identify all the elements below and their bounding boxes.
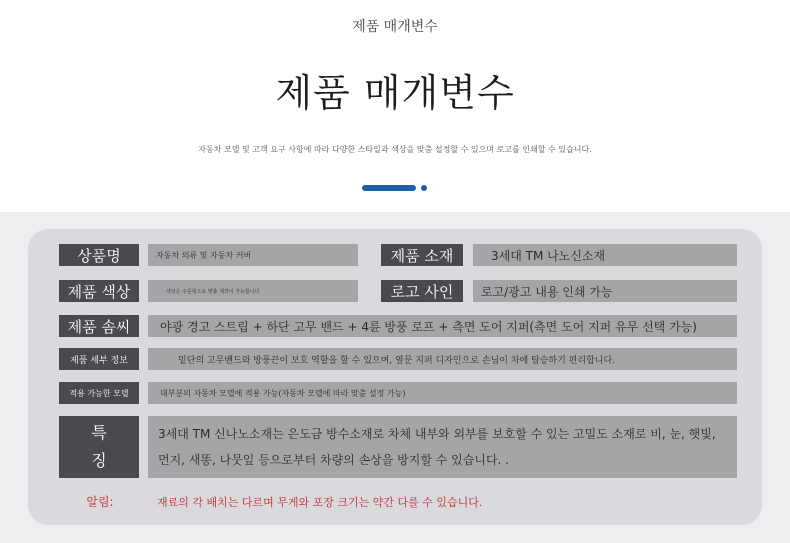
specs-panel xyxy=(28,229,762,525)
breadcrumb: 제품 매개변수 xyxy=(352,19,438,35)
notice-text: 재료의 각 배치는 다르며 무게와 포장 크기는 약간 다를 수 있습니다. xyxy=(157,496,483,509)
header-section xyxy=(0,0,790,212)
details-label: 제품 세부 정보 xyxy=(59,348,139,370)
details-value: 밑단의 고무밴드와 방풍끈이 보호 역할을 할 수 있으며, 옆문 지퍼 디자인으로 손님이 차에 탑승하기 편리합니다. xyxy=(148,348,737,370)
logo-label: 로고 사인 xyxy=(381,280,463,302)
accessories-label: 제품 솜씨 xyxy=(59,315,139,337)
fit-label: 적용 가능한 모델 xyxy=(59,382,139,404)
title-divider-dot xyxy=(421,185,427,191)
fit-value: 대부분의 자동차 모델에 적용 가능(자동차 모델에 따라 맞춤 설정 가능) xyxy=(148,382,737,404)
page-subtitle: 자동차 모델 및 고객 요구 사항에 따라 다양한 스타일과 색상을 맞춤 설정할 수 있으며 로고를 인쇄할 수 있습니다. xyxy=(198,145,592,154)
notice-label: 알림: xyxy=(86,495,114,509)
material-label: 제품 소재 xyxy=(381,244,463,266)
features-label-line-1: 특 xyxy=(91,423,107,442)
title-divider-bar xyxy=(362,185,416,191)
features-value: 3세대 TM 신나노소재는 은도금 방수소재로 차체 내부와 외부를 보호할 수 있는 고밀도 소재로 비, 눈, 햇빛, 먼지, 새똥, 나뭇잎 등으로부터 차량의 손상을 방지할 수 있습니다. . xyxy=(148,416,737,478)
page-title: 제품 매개변수 xyxy=(275,71,515,115)
accessories-value: 야광 경고 스트립 + 하단 고무 밴드 + 4륜 방풍 로프 + 측면 도어 지퍼(측면 도어 지퍼 유무 선택 가능) xyxy=(148,315,737,337)
product-name-value: 자동차 의류 및 자동차 커버 xyxy=(148,244,358,266)
features-label xyxy=(59,416,139,478)
material-value: 3세대 TM 나노신소재 xyxy=(473,244,737,266)
color-value: 색상은 주문형으로 맞춤 제작이 가능합니다 xyxy=(148,280,358,302)
color-label: 제품 색상 xyxy=(59,280,139,302)
features-label-line-2: 징 xyxy=(91,451,107,470)
product-name-label: 상품명 xyxy=(59,244,139,266)
logo-value: 로고/광고 내용 인쇄 가능 xyxy=(473,280,737,302)
